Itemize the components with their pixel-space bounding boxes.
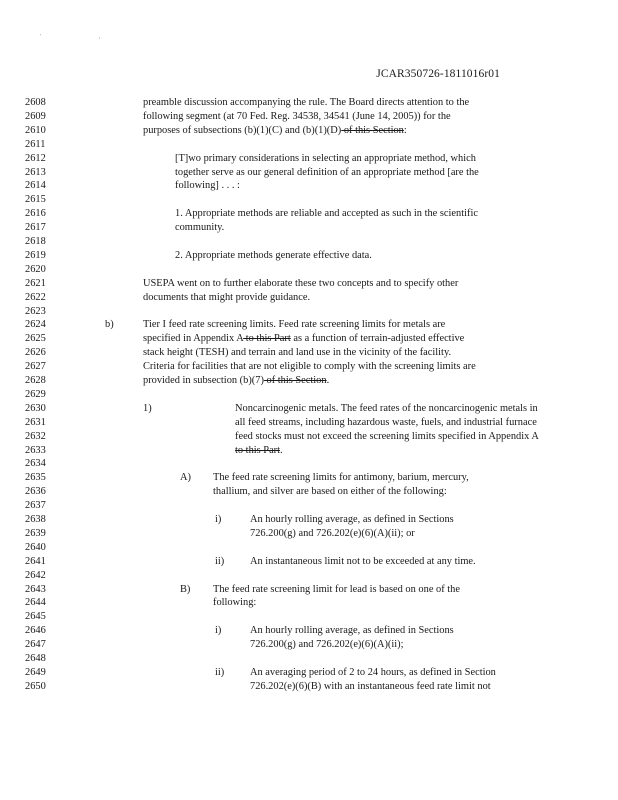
line-number: 2646 [25,625,46,637]
subsection-label: b) [105,319,114,331]
subsection-label: 1) [143,402,152,414]
line-number: 2624 [25,319,46,331]
line-text [235,402,538,416]
line-number: 2612 [25,152,46,164]
text-segment: 726.202(e)(6)(B) with an instantaneous feed rate limit not [250,680,491,692]
line-2631 [25,416,585,430]
line-number: 2628 [25,375,46,386]
line-number: 2616 [25,208,46,220]
line-2633 [25,444,585,458]
line-number: 2629 [25,388,46,400]
line-number: 2610 [25,124,46,136]
text-segment: stack height (TESH) and terrain and land use in the vicinity of the facility. [143,347,452,359]
subsection-label: i) [215,514,222,525]
scan-marks: ' , [40,34,129,40]
struck-text: of this Section [263,375,327,386]
line-number: 2613 [25,166,46,178]
line-text [250,638,404,652]
line-2637 [25,499,585,513]
text-segment: preamble discussion accompanying the rule. The Board directs attention to the [143,97,470,108]
line-text [235,430,539,444]
line-number: 2618 [25,236,46,247]
line-2618 [25,235,585,249]
line-text [175,207,478,221]
line-2644 [25,596,585,610]
line-text [143,96,469,110]
text-segment: provided in subsection (b)(7) [143,375,264,386]
line-2626 [25,346,585,360]
line-text [143,110,451,124]
line-number: 2647 [25,639,46,651]
line-2627 [25,360,585,374]
line-2642 [25,569,585,583]
line-2645 [25,610,585,624]
line-text [213,596,256,610]
line-2635 [25,471,585,485]
line-number: 2637 [25,500,46,512]
line-number: 2645 [25,611,46,623]
text-segment: purposes of subsections (b)(1)(C) and (b)(1)(D) [143,124,342,136]
text-segment: following segment (at 70 Fed. Reg. 34538, 34541 (June 14, 2005)) for the [143,110,451,122]
line-2617 [25,221,585,235]
text-segment: 726.200(g) and 726.202(e)(6)(A)(ii); [250,639,404,651]
line-2610 [25,124,585,138]
line-number: 2634 [25,458,46,470]
text-segment: as a function of terrain-adjusted effective [290,333,465,345]
line-text [143,318,445,332]
text-segment: thallium, and silver are based on either of the following: [213,486,447,498]
line-2619 [25,249,585,263]
line-2628 [25,374,585,388]
line-2647 [25,638,585,652]
text-segment: together serve as our general definition of an appropriate method [are the [175,166,479,178]
text-segment: : [403,124,407,136]
line-number: 2626 [25,347,46,359]
line-number: 2609 [25,110,46,122]
text-segment: 2. Appropriate methods generate effective data. [175,249,372,261]
line-number: 2648 [25,653,46,664]
line-text [250,666,496,680]
line-text [213,471,469,485]
line-2608 [25,96,585,110]
line-2646 [25,624,585,638]
line-number: 2644 [25,597,46,609]
line-number: 2615 [25,194,46,206]
line-2620 [25,263,585,277]
text-segment: documents that might provide guidance. [143,291,311,303]
line-2622 [25,291,585,305]
line-2640 [25,541,585,555]
text-segment: The feed rate screening limits for antimony, barium, mercury, [213,472,469,484]
line-text [213,485,447,499]
line-number: 2638 [25,514,46,525]
line-text [175,221,224,235]
line-2650 [25,680,585,694]
line-2615 [25,193,585,207]
struck-text: to this Part [235,444,281,456]
line-text [143,291,310,305]
line-2649 [25,666,585,680]
line-text [250,555,476,569]
line-text [175,152,476,166]
line-2630 [25,402,585,416]
subsection-label: B) [180,583,191,595]
text-segment: specified in Appendix A [143,333,244,345]
line-number: 2631 [25,416,46,428]
line-2632 [25,430,585,444]
text-segment: An instantaneous limit not to be exceeded at any time. [250,555,476,567]
line-2613 [25,166,585,180]
line-number: 2623 [25,305,46,317]
line-number: 2608 [25,97,46,108]
text-segment: all feed streams, including hazardous waste, fuels, and industrial furnace [235,416,537,428]
line-number: 2617 [25,222,46,234]
line-2616 [25,207,585,221]
line-2612 [25,152,585,166]
text-segment: An hourly rolling average, as defined in Sections [250,625,454,637]
line-2638 [25,513,585,527]
line-2621 [25,277,585,291]
line-number: 2619 [25,249,46,261]
text-segment: Criteria for facilities that are not eligible to comply with the screening limits are [143,361,476,373]
line-text [250,680,491,694]
line-text [143,346,451,360]
line-number: 2635 [25,472,46,484]
subsection-label: i) [215,625,222,637]
line-text [143,360,476,374]
text-segment: 726.200(g) and 726.202(e)(6)(A)(ii); or [250,527,415,539]
line-text [250,624,454,638]
text-segment: . [280,444,283,456]
line-text [143,277,458,291]
subsection-label: A) [180,472,191,484]
line-number: 2625 [25,333,46,345]
line-number: 2627 [25,361,46,373]
text-segment: Tier I feed rate screening limits. Feed rate screening limits for metals are [143,319,446,331]
line-text [175,179,240,193]
line-2643 [25,583,585,597]
line-text [213,583,460,597]
line-2623 [25,305,585,319]
text-segment: community. [175,222,225,234]
line-number: 2632 [25,430,46,442]
line-2609 [25,110,585,124]
line-text [175,249,372,263]
text-segment: feed stocks must not exceed the screening limits specified in Appendix A [235,430,539,442]
line-number: 2620 [25,263,46,275]
text-segment: Noncarcinogenic metals. The feed rates of the noncarcinogenic metals in [235,402,538,414]
subsection-label: ii) [215,666,225,678]
text-segment: USEPA went on to further elaborate these two concepts and to specify other [143,277,459,289]
text-segment: An averaging period of 2 to 24 hours, as defined in Section [250,666,496,678]
line-number: 2621 [25,277,46,289]
line-number: 2622 [25,291,46,303]
line-text [175,166,479,180]
line-2636 [25,485,585,499]
subsection-label: ii) [215,555,225,567]
line-number: 2614 [25,180,46,192]
text-segment: [T]wo primary considerations in selecting an appropriate method, which [175,152,476,164]
line-2639 [25,527,585,541]
line-2648 [25,652,585,666]
line-number: 2643 [25,583,46,595]
line-text [235,416,537,430]
line-2624 [25,318,585,332]
line-2611 [25,138,585,152]
struck-text: of this Section [341,124,404,136]
line-2625 [25,332,585,346]
text-segment: The feed rate screening limit for lead is based on one of the [213,583,460,595]
line-number: 2640 [25,541,46,553]
text-segment: . [326,375,330,386]
document-id-header: JCAR350726-1811016r01 [376,68,500,80]
line-text [250,527,415,541]
line-text [143,124,407,138]
text-segment: following] . . . : [175,180,240,192]
struck-text: to this Part [243,333,291,345]
line-number: 2633 [25,444,46,456]
line-number: 2650 [25,680,46,692]
line-number: 2642 [25,569,46,581]
line-2614 [25,179,585,193]
line-number: 2639 [25,527,46,539]
line-text [250,513,454,527]
line-number: 2641 [25,555,46,567]
line-2634 [25,457,585,471]
line-text [143,332,464,346]
line-number: 2611 [25,138,46,150]
text-segment: following: [213,597,257,609]
line-number: 2649 [25,666,46,678]
line-text [235,444,283,458]
line-2641 [25,555,585,569]
text-segment: An hourly rolling average, as defined in Sections [250,514,454,525]
line-2629 [25,388,585,402]
line-text [143,374,329,388]
line-number: 2636 [25,486,46,498]
text-segment: 1. Appropriate methods are reliable and accepted as such in the scientific [175,208,478,220]
line-number: 2630 [25,402,46,414]
